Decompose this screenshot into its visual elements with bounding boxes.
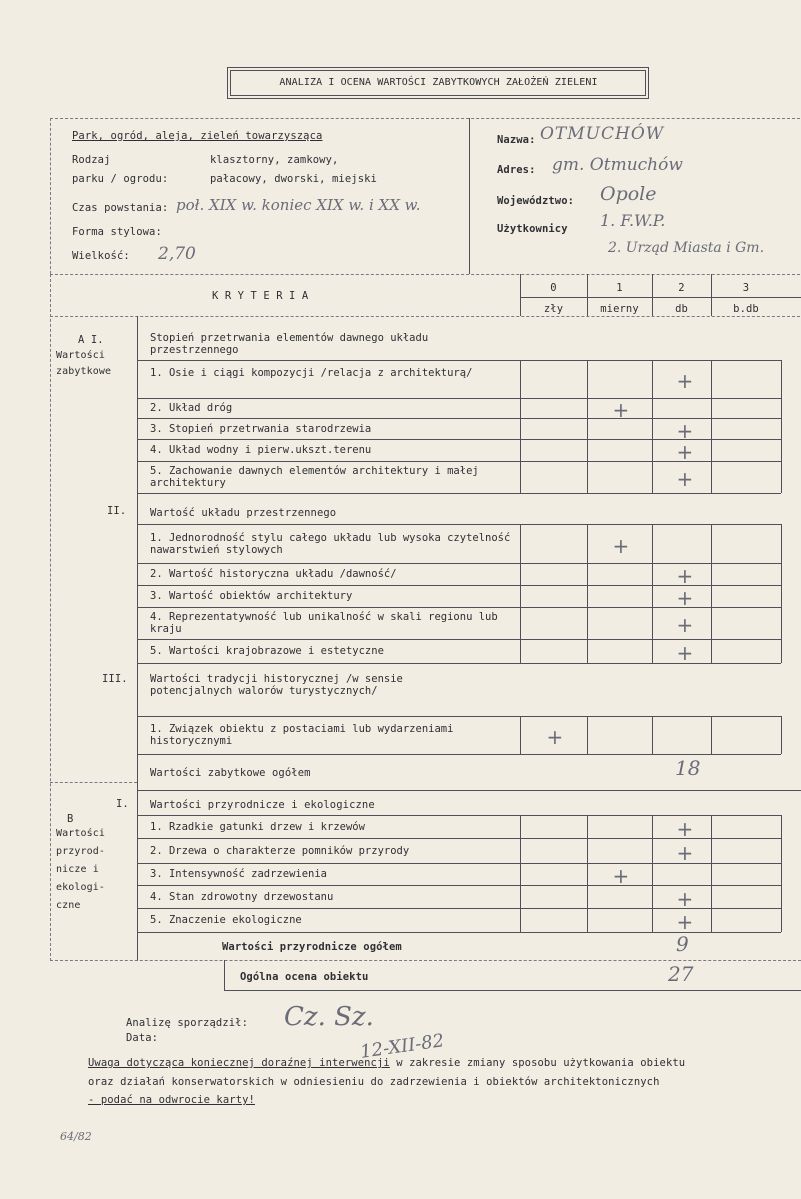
wielkosc-value: 2,70: [158, 244, 196, 264]
grade-2-label: db: [675, 303, 688, 315]
total-a-label: Wartości zabytkowe ogółem: [150, 767, 311, 779]
overall-value: 27: [668, 962, 694, 986]
grade-check-mark: +: [612, 398, 630, 422]
criterion-label: 5. Zachowanie dawnych elementów architektury i małej architektury: [150, 465, 479, 489]
page-title: ANALIZA I OCENA WARTOŚCI ZABYTKOWYCH ZAŁOŻEŃ ZIELENI: [279, 77, 598, 88]
grade-check-mark: +: [676, 886, 694, 911]
grade-check-mark: +: [676, 418, 694, 443]
total-b-value: 9: [676, 932, 689, 956]
criterion-label: 2. Układ dróg: [150, 402, 233, 414]
adres-label: Adres:: [497, 164, 536, 176]
grade-1-label: mierny: [600, 303, 639, 315]
section-a-heading: A I.: [78, 334, 104, 346]
grade-0-label: zły: [543, 303, 564, 315]
criterion-label: 3. Stopień przetrwania starodrzewia: [150, 422, 372, 435]
note-underlined: Uwaga dotycząca koniecznej doraźnej interwencji: [88, 1057, 390, 1069]
note-line-2: oraz działań konserwatorskich w odniesieniu do zadrzewienia i obiektów architektonicznych: [88, 1076, 660, 1088]
criterion-label: 1. Rzadkie gatunki drzew i krzewów: [150, 820, 365, 833]
grade-check-mark: +: [612, 864, 630, 888]
uzyt-value-1: 1. F.W.P.: [600, 211, 666, 230]
section-b-letter: B: [67, 813, 74, 825]
section-b-title: Wartości przyrodnicze i ekologiczne: [150, 799, 375, 811]
date-label: Data:: [126, 1032, 159, 1044]
grade-check-mark: +: [676, 910, 694, 934]
grade-check-mark: +: [676, 440, 694, 464]
section-b-num: I.: [116, 798, 129, 810]
criterion-label: 2. Wartość historyczna układu /dawność/: [150, 568, 397, 580]
rodzaj-label: Rodzaj: [72, 154, 111, 166]
criterion-label: 4. Stan zdrowotny drzewostanu: [150, 890, 334, 903]
section-b-sub-0: Wartości: [56, 828, 105, 839]
grade-check-mark: +: [676, 369, 694, 393]
woj-value: Opole: [600, 183, 657, 205]
grade-2-num: 2: [678, 282, 685, 294]
group2-title: Wartość układu przestrzennego: [150, 507, 337, 519]
nazwa-label: Nazwa:: [497, 134, 536, 146]
section-b-sub-1: przyrod-: [56, 846, 105, 857]
grade-3-num: 3: [742, 282, 750, 294]
grade-check-mark: +: [676, 816, 694, 841]
forma-label: Forma stylowa:: [72, 226, 162, 238]
section-b-sub-3: ekologi-: [56, 882, 105, 893]
section-a-sub1: Wartości: [56, 350, 105, 361]
criterion-label: 3. Wartość obiektów architektury: [150, 590, 353, 602]
section-b-sub-4: czne: [56, 900, 81, 911]
uzyt-value-2: 2. Urząd Miasta i Gm.: [608, 240, 765, 256]
rodzaj-values: klasztorny, zamkowy,: [210, 154, 339, 166]
note-rest: w zakresie zmiany sposobu użytkowania obiektu: [389, 1057, 686, 1069]
czas-label: Czas powstania:: [72, 202, 169, 214]
czas-value: poł. XIX w. koniec XIX w. i XX w.: [176, 196, 421, 214]
grade-check-mark: +: [676, 641, 694, 665]
criterion-label: 3. Intensywność zadrzewienia: [150, 868, 328, 880]
grade-check-mark: +: [676, 467, 694, 491]
group3-title: Wartości tradycji historycznej /w sensie potencjalnych walorów turystycznych/: [150, 673, 403, 697]
nazwa-value: OTMUCHÓW: [540, 124, 665, 144]
criterion-label: 5. Znaczenie ekologiczne: [150, 914, 302, 926]
criterion-label: 4. Układ wodny i pierw.ukszt.terenu: [150, 444, 372, 456]
adres-value: gm. Otmuchów: [552, 155, 683, 175]
criterion-label: 2. Drzewa o charakterze pomników przyrody: [150, 844, 410, 857]
note-line-1: [88, 1057, 685, 1069]
grade-0-num: 0: [550, 282, 557, 294]
page-mark: 64/82: [60, 1130, 92, 1143]
total-b-label: Wartości przyrodnicze ogółem: [222, 941, 402, 953]
criterion-label: 1. Osie i ciągi kompozycji /relacja z architekturą/: [150, 367, 473, 379]
section-b-sub-2: nicze i: [56, 864, 99, 875]
grade-1-num: 1: [616, 282, 623, 294]
grade-3-label: b.db: [733, 303, 759, 315]
grade-check-mark: +: [676, 586, 694, 610]
grade-check-mark: +: [676, 564, 694, 588]
section-a-sub2: zabytkowe: [56, 366, 112, 377]
prepared-label: Analizę sporządził:: [126, 1017, 249, 1029]
group2-num: II.: [107, 505, 127, 517]
grade-check-mark: +: [676, 613, 694, 637]
wielkosc-label: Wielkość:: [72, 250, 130, 262]
parku-label: parku / ogrodu:: [72, 173, 169, 185]
group3-num: III.: [102, 673, 128, 685]
overall-label: Ogólna ocena obiektu: [240, 971, 369, 983]
criterion-label: 1. Związek obiektu z postaciami lub wydarzeniami historycznymi: [150, 723, 454, 747]
group1-title: Stopień przetrwania elementów dawnego układu przestrzennego: [150, 332, 429, 356]
total-a-value: 18: [675, 756, 701, 780]
parku-values: pałacowy, dworski, miejski: [210, 173, 377, 185]
woj-label: Województwo:: [497, 195, 575, 207]
note-line-3: - podać na odwrocie karty!: [88, 1094, 255, 1106]
criterion-label: 5. Wartości krajobrazowe i estetyczne: [150, 645, 384, 657]
kryteria-label: K R Y T E R I A: [212, 290, 309, 302]
prepared-signature: Cz. Sz.: [284, 1002, 374, 1032]
grade-check-mark: +: [546, 725, 564, 749]
grade-check-mark: +: [676, 840, 694, 865]
criterion-label: 1. Jednorodność stylu całego układu lub wysoka czytelność nawarstwień stylowych: [150, 531, 511, 556]
date-value: 12-XII-82: [358, 1030, 446, 1063]
criterion-label: 4. Reprezentatywność lub unikalność w skali regionu lub kraju: [150, 611, 498, 635]
grade-check-mark: +: [612, 533, 630, 558]
uzyt-label: Użytkownicy: [497, 223, 568, 235]
park-type: Park, ogród, aleja, zieleń towarzysząca: [72, 130, 323, 142]
